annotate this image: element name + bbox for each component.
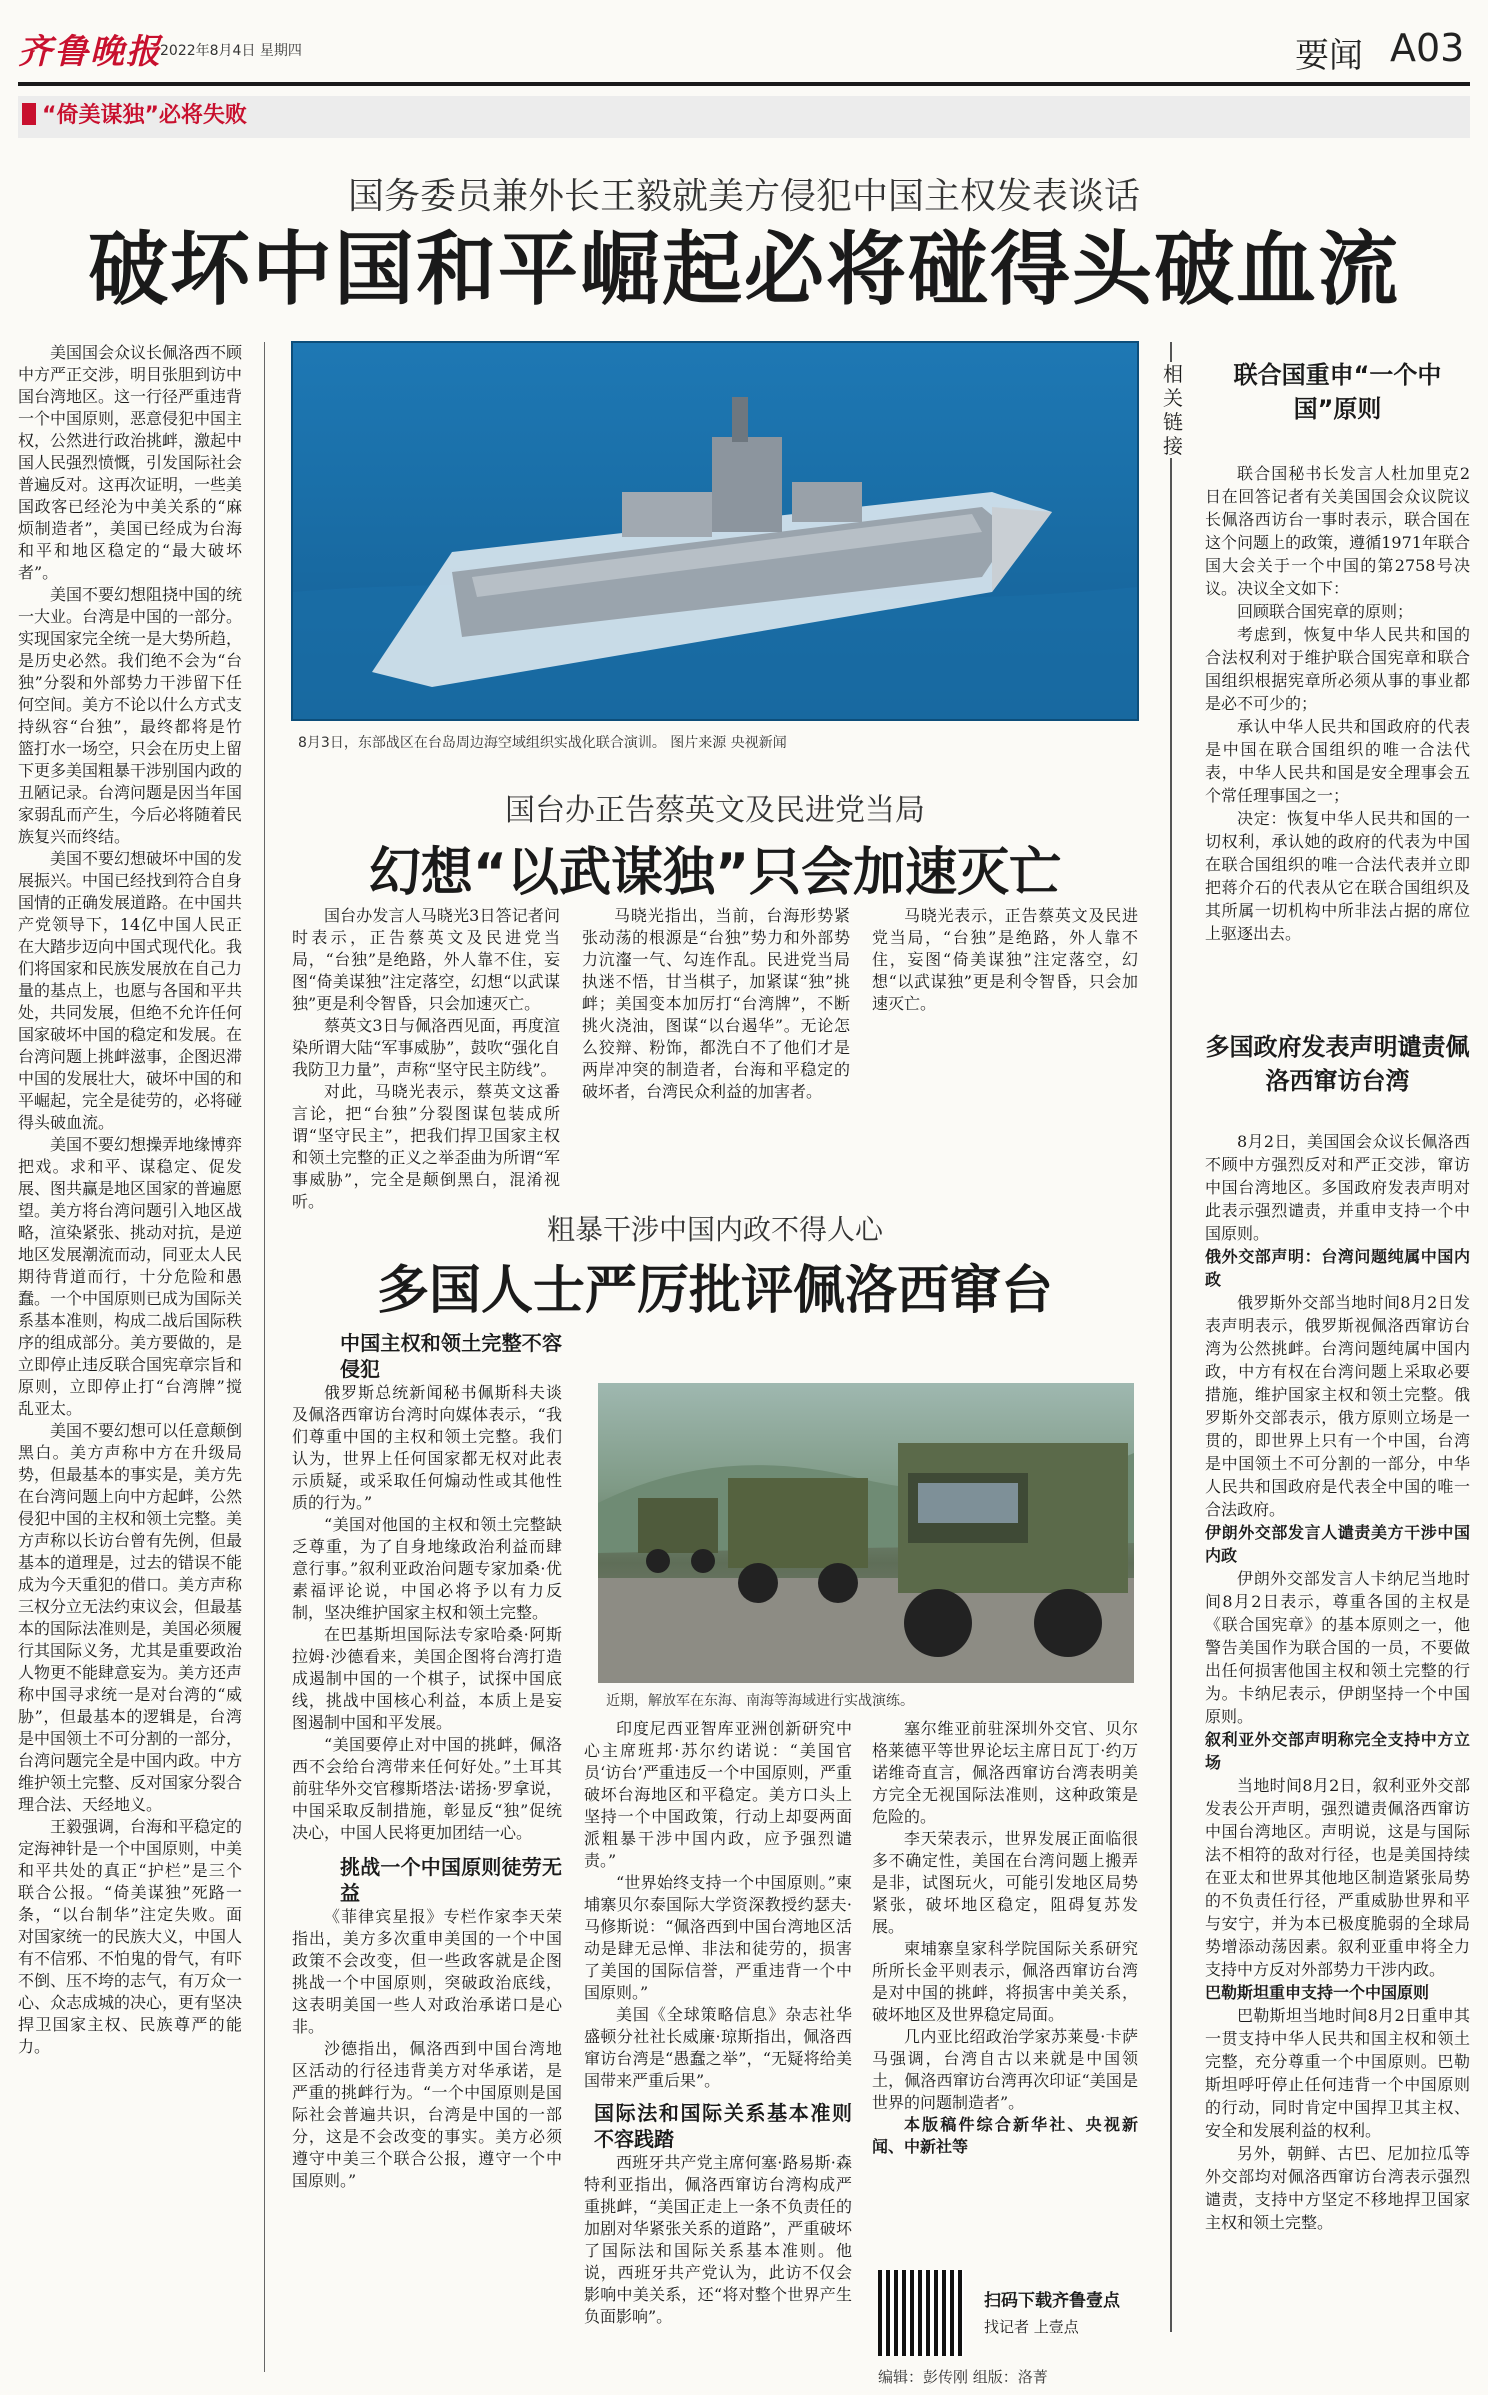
- paragraph: 美国不要幻想破坏中国的发展振兴。中国已经找到符合自身国情的正确发展道路。在中国共产党领导下，14亿中国人民正在大踏步迈向中国式现代化。我们将国家和民族发展放在自己力量的基点上，也愿与各国和平共处，共同发展，但绝不允许任何国家破坏中国的稳定和发展。在台湾问题上挑衅滋事，企图迟滞中国的发展壮大，破坏中国的和平崛起，完全是徒劳的，必将碰得头破血流。: [18, 849, 243, 1132]
- paragraph: 决定：恢复中华人民共和国的一切权利，承认她的政府的代表为中国在联合国组织的唯一合法代表并立即把蒋介石的代表从它在联合国组织及其所属一切机构中所非法占据的席位上驱逐出去。: [1205, 809, 1470, 943]
- story3-kicker: 粗暴干涉中国内政不得人心: [546, 1213, 883, 1246]
- paragraph: “世界始终支持一个中国原则。”柬埔寨贝尔泰国际大学资深教授约瑟夫·马修斯说：“佩洛西到中国台湾地区活动是肆无忌惮、非法和徒劳的，损害了美国的国际信誉，严重违背一个中国原则。”: [584, 1873, 852, 2002]
- header-rule: [18, 82, 1470, 86]
- sidebar-heading-1: 联合国重申“一个中国”原则: [1233, 361, 1442, 423]
- banner-square-icon: [22, 103, 36, 125]
- story3-headline: 多国人士严厉批评佩洛西窜台: [376, 1261, 1053, 1321]
- paragraph: 塞尔维亚前驻深圳外交官、贝尔格莱德平等世界论坛主席日瓦丁·约万诺维奇直言，佩洛西窜访台湾表明美方完全无视国际法准则，这种政策是危险的。: [872, 1719, 1138, 1826]
- newspaper-logo: 齐鲁晚报: [18, 32, 162, 72]
- story2-column-3: [872, 905, 1138, 1175]
- paragraph: 美国不要幻想阻挠中国的统一大业。台湾是中国的一部分。实现国家完全统一是大势所趋，是历史必然。我们绝不会为“台独”分裂和外部势力干涉留下任何空间。美方不论以什么方式支持纵容“台独”，最终都将是竹篮打水一场空，只会在历史上留下更多美国粗暴干涉别国内政的丑陋记录。台湾问题是因当年国家弱乱而产生，今后必将随着民族复兴而终结。: [18, 585, 243, 846]
- story3-subhead-2: 挑战一个中国原则徒劳无益: [340, 1855, 562, 1905]
- story3-subhead-3: 国际法和国际关系基本准则不容践踏: [594, 2101, 852, 2151]
- trucks-illustration: [598, 1383, 1134, 1683]
- story3-subhead-1: 中国主权和领土完整不容侵犯: [340, 1331, 562, 1381]
- page-number: A03: [1390, 26, 1465, 70]
- main-story-body: [18, 342, 242, 2372]
- story2-column-2: [582, 905, 850, 1175]
- main-headline: 破坏中国和平崛起必将碰得头破血流: [88, 223, 1400, 316]
- sidebar-rule: [1170, 342, 1172, 2332]
- paragraph: 几内亚比绍政治学家苏莱曼·卡萨马强调，台湾自古以来就是中国领土，佩洛西窜访台湾再次印证“美国是世界的问题制造者”。: [872, 2027, 1138, 2112]
- qr-code-icon[interactable]: [878, 2270, 964, 2356]
- paragraph: 联合国秘书长发言人杜加里克2日在回答记者有关美国国会众议院议长佩洛西访台一事时表示，联合国在这个问题上的政策，遵循1971年联合国大会关于一个中国的第2758号决议。决议全文如下：: [1205, 464, 1470, 598]
- paragraph: 蔡英文3日与佩洛西见面，再度渲染所谓大陆“军事威胁”，鼓吹“强化自我防卫力量”，声称“坚守民主防线”。: [292, 1016, 560, 1079]
- paragraph: 俄罗斯外交部当地时间8月2日发表声明表示，俄罗斯视佩洛西窜访台湾为公然挑衅。台湾问题纯属中国内政，中方有权在台湾问题上采取必要措施，维护国家主权和领土完整。俄罗斯外交部表示，俄方原则立场是一贯的，即世界上只有一个中国，台湾是中国领土不可分割的一部分，中华人民共和国政府是代表全中国的唯一合法政府。: [1205, 1293, 1470, 1519]
- issue-date: 2022年8月4日 星期四: [160, 43, 302, 59]
- paragraph: 王毅强调，台海和平稳定的定海神针是一个中国原则，中美和平共处的真正“护栏”是三个联合公报。“倚美谋独”死路一条，“以台制华”注定失败。面对国家统一的民族大义，中国人有不信邪、不怕鬼的骨气，有吓不倒、压不垮的志气，有万众一心、众志成城的决心，更有坚决捍卫国家主权、民族尊严的能力。: [18, 1817, 243, 2056]
- paragraph: 回顾联合国宪章的原则；: [1237, 602, 1414, 621]
- source-note: 本版稿件综合新华社、央视新闻、中新社等: [872, 2115, 1138, 2156]
- story2-column-1: [292, 905, 560, 1211]
- paragraph: “美国对他国的主权和领土完整缺乏尊重，为了自身地缘政治利益而肆意行事。”叙利亚政治问题专家加桑·优素福评论说，中国必将予以有力反制，坚决维护国家主权和领土完整。: [292, 1515, 562, 1622]
- paragraph: 李天荣表示，世界发展正面临很多不确定性，美国在台湾问题上搬弄是非，试图玩火，可能引发地区局势紧张，破坏地区稳定，阻碍复苏发展。: [872, 1829, 1138, 1936]
- story3-column-3: [872, 1718, 1138, 2258]
- paragraph: 当地时间8月2日，叙利亚外交部发表公开声明，强烈谴责佩洛西窜访中国台湾地区。声明说，这是与国际法不相符的敌对行径，也是美国持续在亚太和世界其他地区制造紧张局势的不负责任行径，严重威胁世界和平与安宁，并为本已极度脆弱的全球局势增添动荡因素。叙利亚重申将全力支持中方反对外部势力干涉内政。: [1205, 1776, 1470, 1979]
- paragraph: 马晓光指出，当前，台海形势紧张动荡的根源是“台独”势力和外部势力沆瀣一气、勾连作乱。民进党当局执迷不悟，甘当棋子，加紧谋“独”挑衅；美国变本加厉打“台湾牌”，不断挑火浇油，图谋“以台遏华”。无论怎么狡辩、粉饰，都洗白不了他们才是两岸冲突的制造者，台海和平稳定的破坏者，台湾民众利益的加害者。: [582, 906, 850, 1101]
- paragraph: 在巴基斯坦国际法专家哈桑·阿斯拉姆·沙德看来，美国企图将台湾打造成遏制中国的一个棋子，试探中国底线，挑战中国核心利益，本质上是妄图遏制中国和平发展。: [292, 1625, 562, 1732]
- paragraph: 考虑到，恢复中华人民共和国的合法权利对于维护联合国宪章和联合国组织根据宪章所必须从事的事业都是必不可少的；: [1205, 625, 1470, 713]
- paragraph: 对此，马晓光表示，蔡英文这番言论，把“台独”分裂图谋包装成所谓“坚守民主”，把我们捍卫国家主权和领土完整的正义之举歪曲为所谓“军事威胁”，完全是颠倒黑白，混淆视听。: [292, 1082, 560, 1211]
- paragraph: 8月2日，美国国会众议长佩洛西不顾中方强烈反对和严正交涉，窜访中国台湾地区。多国政府发表声明对此表示强烈谴责，并重申支持一个中国原则。: [1205, 1132, 1470, 1243]
- editor-credits: 编辑：彭传刚 组版：洛菁: [878, 2368, 1048, 2386]
- reporter-label: 找记者 上壹点: [984, 2318, 1079, 2336]
- item-title: 叙利亚外交部声明称完全支持中方立场: [1205, 1730, 1470, 1772]
- story2-headline: 幻想“以武谋独”只会加速灭亡: [368, 843, 1062, 903]
- paragraph: 美国不要幻想可以任意颠倒黑白。美方声称中方在升级局势，但最基本的事实是，美方先在台湾问题上向中方起衅，公然侵犯中国的主权和领土完整。美方声称以长访台曾有先例，但最基本的道理是，过去的错误不能成为今天重犯的借口。美方声称三权分立无法约束议会，但最基本的国际法准则是，美国必须履行其国际义务，尤其是重要政治人物更不能肆意妄为。美方还声称中国寻求统一是对台湾的“威胁”，但最基本的逻辑是，台湾是中国领土不可分割的一部分，台湾问题完全是中国内政。中方维护领土完整、反对国家分裂合理合法、天经地义。: [18, 1421, 243, 1814]
- story2-kicker: 国台办正告蔡英文及民进党当局: [505, 793, 925, 828]
- paragraph: 印度尼西亚智库亚洲创新研究中心主席班邦·苏尔约诺说：“美国官员‘访台’严重违反一个中国原则，严重破坏台海地区和平稳定。美方口头上坚持一个中国政策，行动上却耍两面派粗暴干涉中国内政，应予强烈谴责。”: [584, 1719, 852, 1870]
- photo2-caption: 近期，解放军在东海、南海等海域进行实战演练。: [606, 1693, 914, 1709]
- sidebar-body-1: [1205, 462, 1470, 1032]
- related-links-label: 相关链接: [1160, 362, 1186, 458]
- paragraph: 国台办发言人马晓光3日答记者问时表示，正告蔡英文及民进党当局，“台独”是绝路，外人靠不住，妄图“倚美谋独”注定落空，幻想“以武谋独”更是利令智昏，只会加速灭亡。: [292, 906, 560, 1013]
- paragraph: 沙德指出，佩洛西到中国台湾地区活动的行径违背美方对华承诺，是严重的挑衅行为。“一个中国原则是国际社会普遍共识，台湾是中国的一部分，这是不会改变的事实。美方必须遵守中美三个联合公报，遵守一个中国原则。”: [292, 2039, 562, 2190]
- military-trucks-photo: [598, 1383, 1134, 1683]
- paragraph: 巴勒斯坦当地时间8月2日重申其一贯支持中华人民共和国主权和领土完整，充分尊重一个中国原则。巴勒斯坦呼吁停止任何违背一个中国原则的行动，同时肯定中国捍卫其主权、安全和发展利益的权利。: [1205, 2006, 1470, 2140]
- paragraph: “美国要停止对中国的挑衅，佩洛西不会给台湾带来任何好处。”土耳其前驻华外交官穆斯塔法·诺扬·罗拿说，中国采取反制措施，彰显反“独”促统决心，中国人民将更加团结一心。: [292, 1735, 562, 1842]
- paragraph: 承认中华人民共和国政府的代表是中国在联合国组织的唯一合法代表，中华人民共和国是安全理事会五个常任理事国之一；: [1205, 717, 1470, 805]
- paragraph: 另外，朝鲜、古巴、尼加拉瓜等外交部均对佩洛西窜访台湾表示强烈谴责，支持中方坚定不移地捍卫国家主权和领土完整。: [1205, 2144, 1470, 2232]
- paragraph: 美国《全球策略信息》杂志社华盛顿分社社长威廉·琼斯指出，佩洛西窜访台湾是“愚蠢之举”，“无疑将给美国带来严重后果”。: [584, 2005, 852, 2090]
- sidebar-body-2: [1205, 1130, 1470, 2380]
- sidebar-heading-2: 多国政府发表声明谴责佩洛西窜访台湾: [1205, 1033, 1470, 1095]
- main-kicker: 国务委员兼外长王毅就美方侵犯中国主权发表谈话: [347, 176, 1140, 217]
- paragraph: 《菲律宾星报》专栏作家李天荣指出，美方多次重申美国的一个中国政策不会改变，但一些政客就是企图挑战一个中国原则，突破政治底线，这表明美国一些人对政治承诺口是心非。: [292, 1907, 562, 2036]
- paragraph: 美国不要幻想操弄地缘博弈把戏。求和平、谋稳定、促发展、图共赢是地区国家的普遍愿望。美方将台湾问题引入地区战略，渲染紧张、挑动对抗，是逆地区发展潮流而动，同亚太人民期待背道而行，十分危险和愚蠢。一个中国原则已成为国际关系基本准则，构成二战后国际秩序的组成部分。美方要做的，是立即停止违反联合国宪章宗旨和原则，立即停止打“台湾牌”搅乱亚太。: [18, 1135, 243, 1418]
- warship-photo: [292, 342, 1138, 720]
- section-name: 要闻: [1295, 36, 1363, 76]
- paragraph: 柬埔寨皇家科学院国际关系研究所所长金平则表示，佩洛西窜访台湾是对中国的挑衅，将损害中美关系，破坏地区及世界稳定局面。: [872, 1939, 1138, 2024]
- qr-label: 扫码下载齐鲁壹点: [984, 2291, 1120, 2311]
- item-title: 巴勒斯坦重申支持一个中国原则: [1205, 1983, 1430, 2002]
- paragraph: 伊朗外交部发言人卡纳尼当地时间8月2日表示，尊重各国的主权是《联合国宪章》的基本原则之一，他警告美国作为联合国的一员，不要做出任何损害他国主权和领土完整的行为。卡纳尼表示，伊朗坚持一个中国原则。: [1205, 1569, 1470, 1726]
- story3-column-2: [584, 1718, 852, 2380]
- banner-title: “倚美谋独”必将失败: [42, 103, 247, 128]
- item-title: 俄外交部声明：台湾问题纯属中国内政: [1205, 1247, 1470, 1289]
- paragraph: 美国国会众议长佩洛西不顾中方严正交涉，明目张胆到访中国台湾地区。这一行径严重违背一个中国原则，恶意侵犯中国主权，公然进行政治挑衅，激起中国人民强烈愤慨，引发国际社会普遍反对。这再次证明，一些美国政客已经沦为中美关系的“麻烦制造者”，美国已经成为台海和平和地区稳定的“最大破坏者”。: [18, 343, 243, 582]
- paragraph: 俄罗斯总统新闻秘书佩斯科夫谈及佩洛西窜访台湾时向媒体表示，“我们尊重中国的主权和领土完整。我们认为，世界上任何国家都无权对此表示质疑，或采取任何煽动性或其他性质的行为。”: [292, 1383, 562, 1512]
- story3-column-1: [292, 1330, 562, 2380]
- item-title: 伊朗外交部发言人谴责美方干涉中国内政: [1205, 1523, 1470, 1565]
- photo1-caption: 8月3日，东部战区在台岛周边海空域组织实战化联合演训。 图片来源 央视新闻: [298, 735, 787, 751]
- paragraph: 马晓光表示，正告蔡英文及民进党当局，“台独”是绝路，外人靠不住，妄图“倚美谋独”注定落空，幻想“以武谋独”更是利令智昏，只会加速灭亡。: [872, 906, 1138, 1013]
- paragraph: 西班牙共产党主席何塞·路易斯·森特利亚指出，佩洛西窜访台湾构成严重挑衅，“美国正走上一条不负责任的加剧对华紧张关系的道路”，严重破坏了国际法和国际关系基本准则。他说，西班牙共产党认为，此访不仅会影响中美关系，还“将对整个世界产生负面影响”。: [584, 2153, 852, 2326]
- warship-illustration: [292, 342, 1138, 720]
- column-rule: [264, 342, 265, 2372]
